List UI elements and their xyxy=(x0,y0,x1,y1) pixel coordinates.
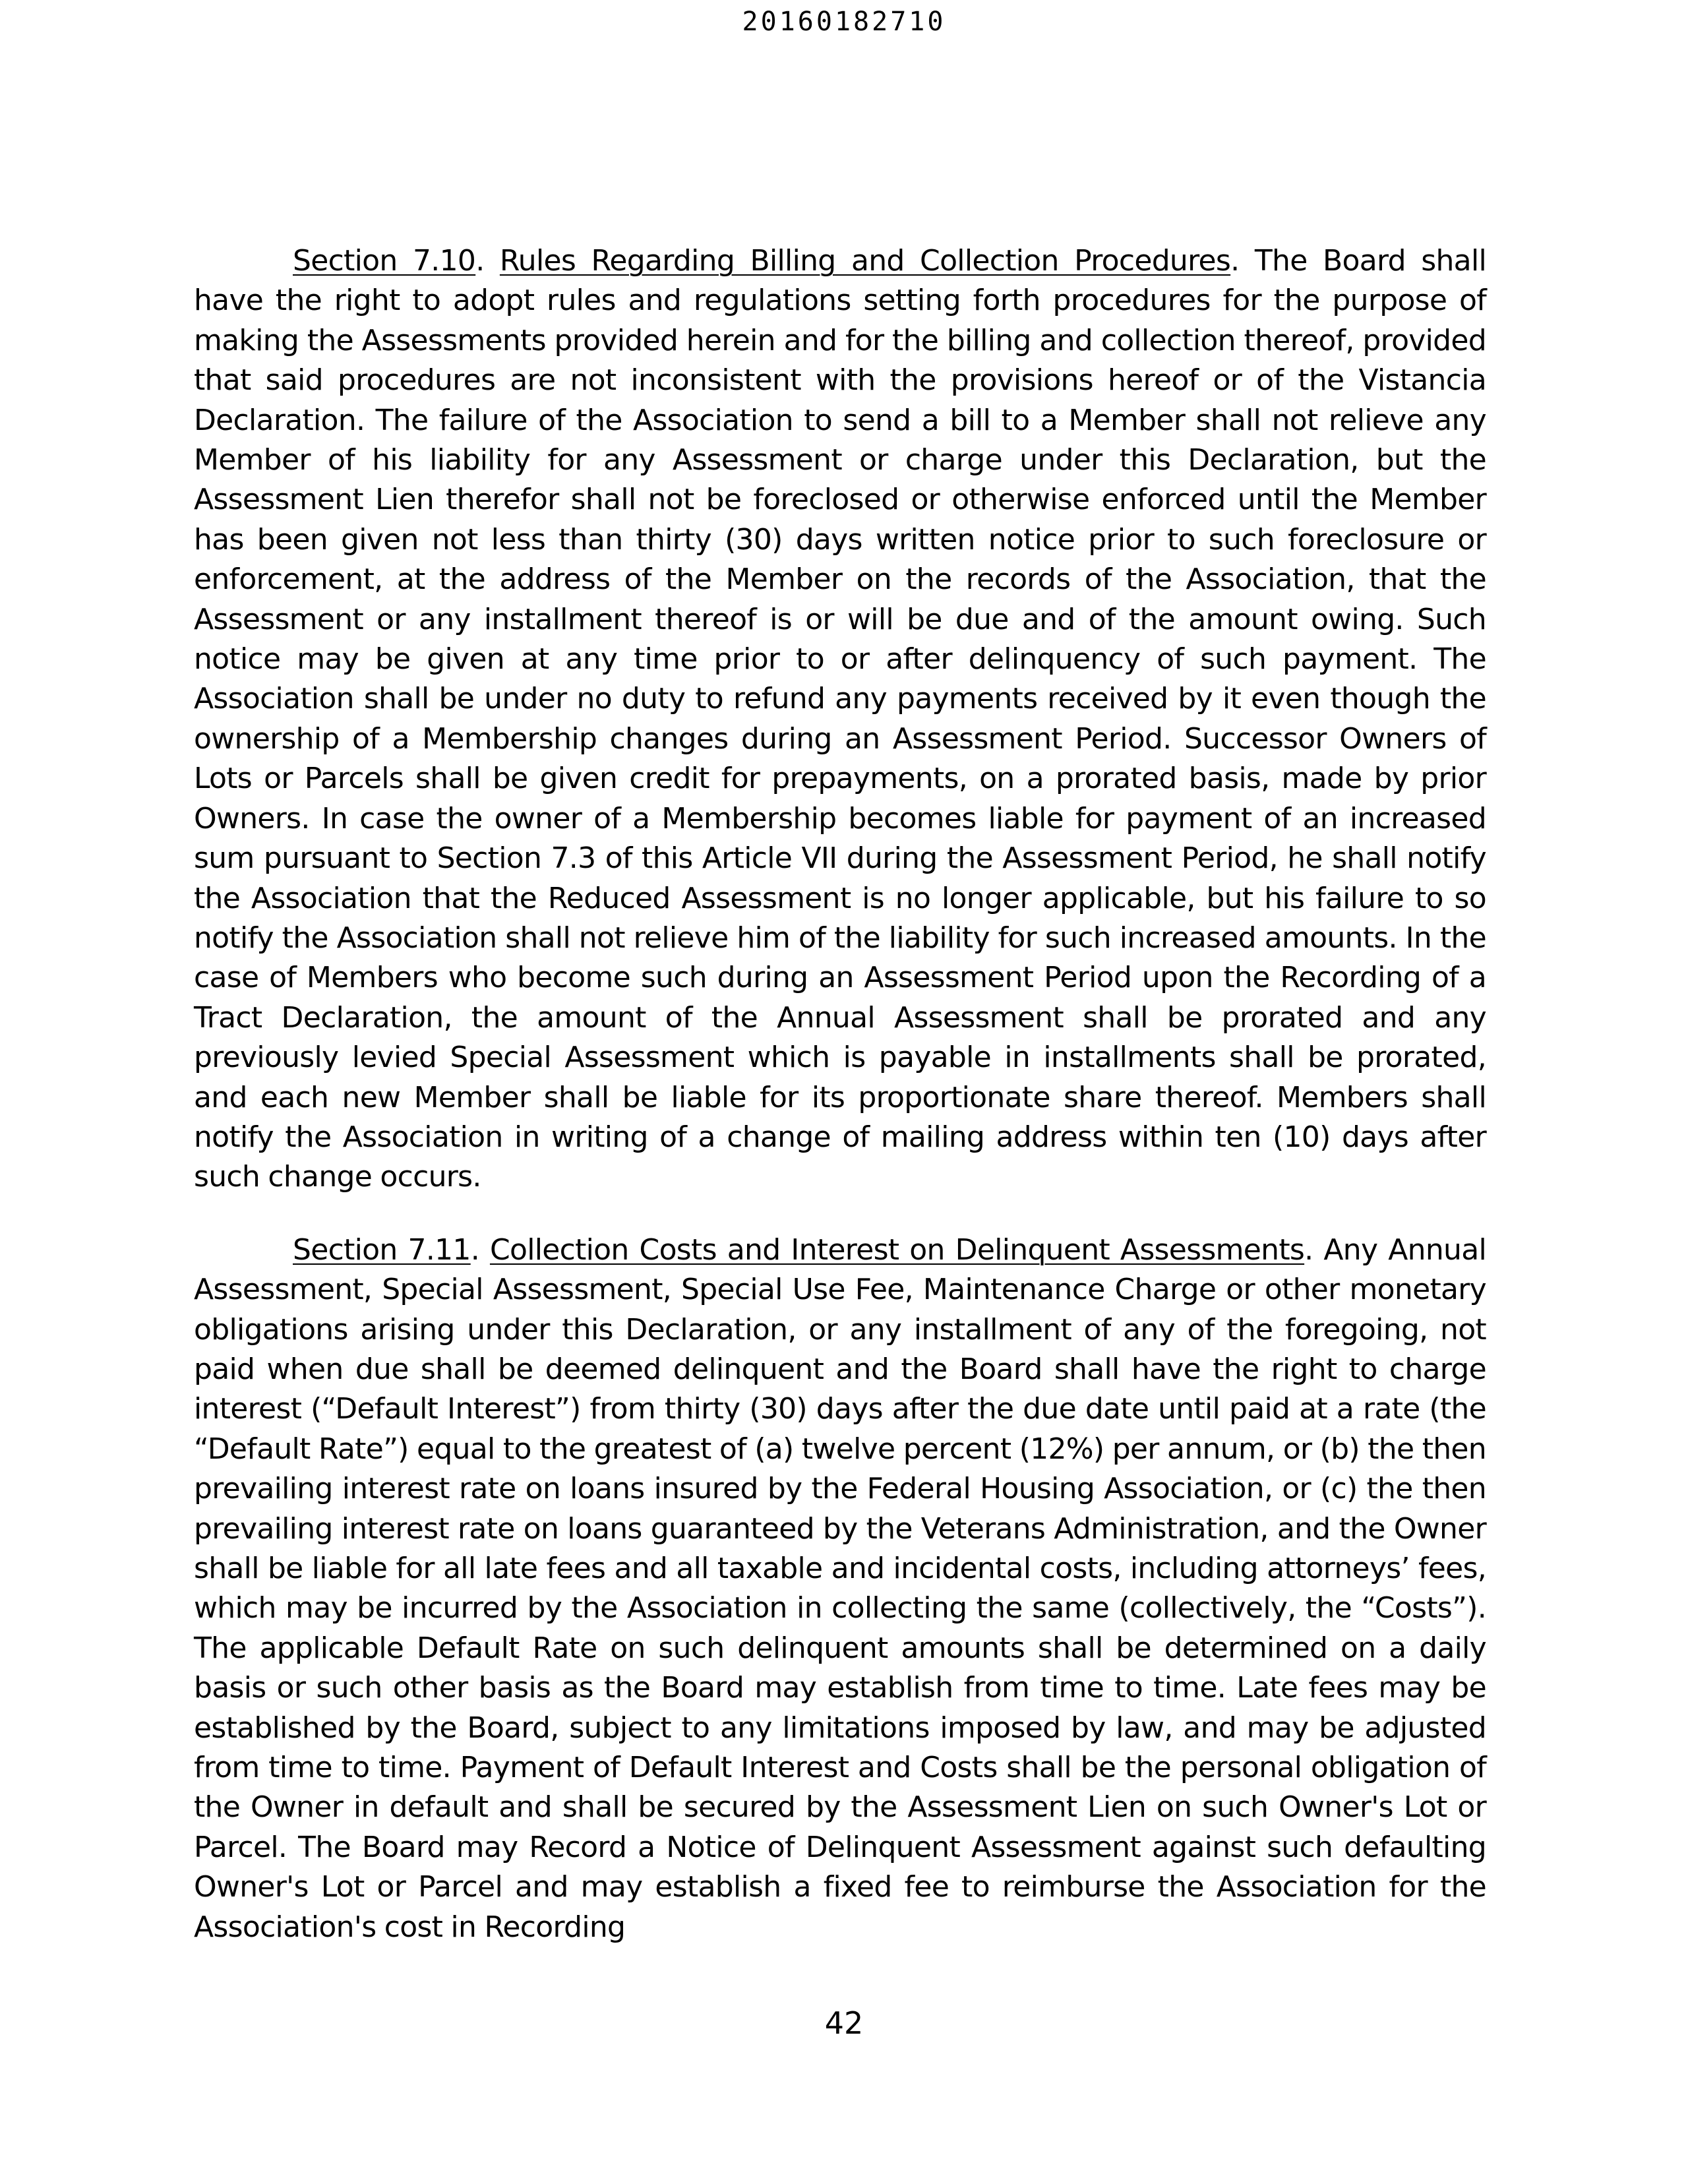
section-7-10-body: The Board shall have the right to adopt rules and regulations setting forth procedures for the purpose of making the Assessments provided herein and for the billing and collection thereof, provided that said procedures are not inconsistent with the provisions hereof or of the Vistancia Declaration. The failure of the Association to send a bill to a Member shall not relieve any Member of his liability for any Assessment or charge under this Declaration, but the Assessment Lien therefor shall not be foreclosed or otherwise enforced until the Member has been given not less than thirty (30) days written notice prior to such foreclosure or enforcement, at the address of the Member on the records of the Association, that the Assessment or any installment thereof is or will be due and of the amount owing. Such notice may be given at any time prior to or after delinquency of such payment. The Association shall be under no duty to refund any payments received by it even though the ownership of a Membership changes during an Assessment Period. Successor Owners of Lots or Parcels shall be given credit for prepayments, on a prorated basis, made by prior Owners. In case the owner of a Membership becomes liable for payment of an increased sum pursuant to Section 7.3 of this Article VII during the Assessment Period, he shall notify the Association that the Reduced Assessment is no longer applicable, but his failure to so notify the Association shall not relieve him of the liability for such increased amounts. In the case of Members who become such during an Assessment Period upon the Recording of a Tract Declaration, the amount of the Annual Assessment shall be prorated and any previously levied Special Assessment which is payable in installments shall be prorated, and each new Member shall be liable for its proportionate share thereof. Members shall notify the Association in writing of a change of mailing address within ten (10) days after such change occurs. xyxy=(194,244,1486,1194)
section-7-11-number: Section 7.11 xyxy=(293,1232,471,1267)
section-7-10-number: Section 7.10 xyxy=(293,244,476,278)
document-body xyxy=(194,241,1486,1947)
section-7-10: Section 7.10. Rules Regarding Billing and Collection Procedures. The Board shall have the right to adopt rules and regulations setting forth procedures for the purpose of making the Assessments provided herein and for the billing and collection thereof, provided that said procedures are not inconsistent with the provisions hereof or of the Vistancia Declaration. The failure of the Association to send a bill to a Member shall not relieve any Member of his liability for any Assessment or charge under this Declaration, but the Assessment Lien therefor shall not be foreclosed or otherwise enforced until the Member has been given not less than thirty (30) days written notice prior to such foreclosure or enforcement, at the address of the Member on the records of the Association, that the Assessment or any installment thereof is or will be due and of the amount owing. Such notice may be given at any time prior to or after delinquency of such payment. The Association shall be under no duty to refund any payments received by it even though the ownership of a Membership changes during an Assessment Period. Successor Owners of Lots or Parcels shall be given credit for prepayments, on a prorated basis, made by prior Owners. In case the owner of a Membership becomes liable for payment of an increased sum pursuant to Section 7.3 of this Article VII during the Assessment Period, he shall notify the Association that the Reduced Assessment is no longer applicable, but his failure to so notify the Association shall not relieve him of the liability for such increased amounts. In the case of Members who become such during an Assessment Period upon the Recording of a Tract Declaration, the amount of the Annual Assessment shall be prorated and any previously levied Special Assessment which is payable in installments shall be prorated, and each new Member shall be liable for its proportionate share thereof. Members shall notify the Association in writing of a change of mailing address within ten (10) days after such change occurs. xyxy=(194,244,1486,1194)
section-7-11: Section 7.11. Collection Costs and Interest on Delinquent Assessments. Any Annual Assessment, Special Assessment, Special Use Fee, Maintenance Charge or other monetary obligations arising under this Declaration, or any installment of any of the foregoing, not paid when due shall be deemed delinquent and the Board shall have the right to charge interest (“Default Interest”) from thirty (30) days after the due date until paid at a rate (the “Default Rate”) equal to the greatest of (a) twelve percent (12%) per annum, or (b) the then prevailing interest rate on loans insured by the Federal Housing Association, or (c) the then prevailing interest rate on loans guaranteed by the Veterans Administration, and the Owner shall be liable for all late fees and all taxable and incidental costs, including attorneys’ fees, which may be incurred by the Association in collecting the same (collectively, the “Costs”). The applicable Default Rate on such delinquent amounts shall be determined on a daily basis or such other basis as the Board may establish from time to time. Late fees may be established by the Board, subject to any limitations imposed by law, and may be adjusted from time to time. Payment of Default Interest and Costs shall be the personal obligation of the Owner in default and shall be secured by the Assessment Lien on such Owner's Lot or Parcel. The Board may Record a Notice of Delinquent Assessment against such defaulting Owner's Lot or Parcel and may establish a fixed fee to reimburse the Association for the Association's cost in Recording xyxy=(194,1232,1486,1944)
section-7-11-body: Any Annual Assessment, Special Assessment, Special Use Fee, Maintenance Charge or other monetary obligations arising under this Declaration, or any installment of any of the foregoing, not paid when due shall be deemed delinquent and the Board shall have the right to charge interest (“Default Interest”) from thirty (30) days after the due date until paid at a rate (the “Default Rate”) equal to the greatest of (a) twelve percent (12%) per annum, or (b) the then prevailing interest rate on loans insured by the Federal Housing Association, or (c) the then prevailing interest rate on loans guaranteed by the Veterans Administration, and the Owner shall be liable for all late fees and all taxable and incidental costs, including attorneys’ fees, which may be incurred by the Association in collecting the same (collectively, the “Costs”). The applicable Default Rate on such delinquent amounts shall be determined on a daily basis or such other basis as the Board may establish from time to time. Late fees may be established by the Board, subject to any limitations imposed by law, and may be adjusted from time to time. Payment of Default Interest and Costs shall be the personal obligation of the Owner in default and shall be secured by the Assessment Lien on such Owner's Lot or Parcel. The Board may Record a Notice of Delinquent Assessment against such defaulting Owner's Lot or Parcel and may establish a fixed fee to reimburse the Association for the Association's cost in Recording xyxy=(194,1232,1486,1944)
section-7-11-title: Collection Costs and Interest on Delinquent Assessments xyxy=(489,1232,1305,1267)
section-7-10-title: Rules Regarding Billing and Collection Procedures xyxy=(499,244,1231,278)
recording-number: 20160182710 xyxy=(742,7,946,37)
page-number: 42 xyxy=(824,2005,864,2041)
